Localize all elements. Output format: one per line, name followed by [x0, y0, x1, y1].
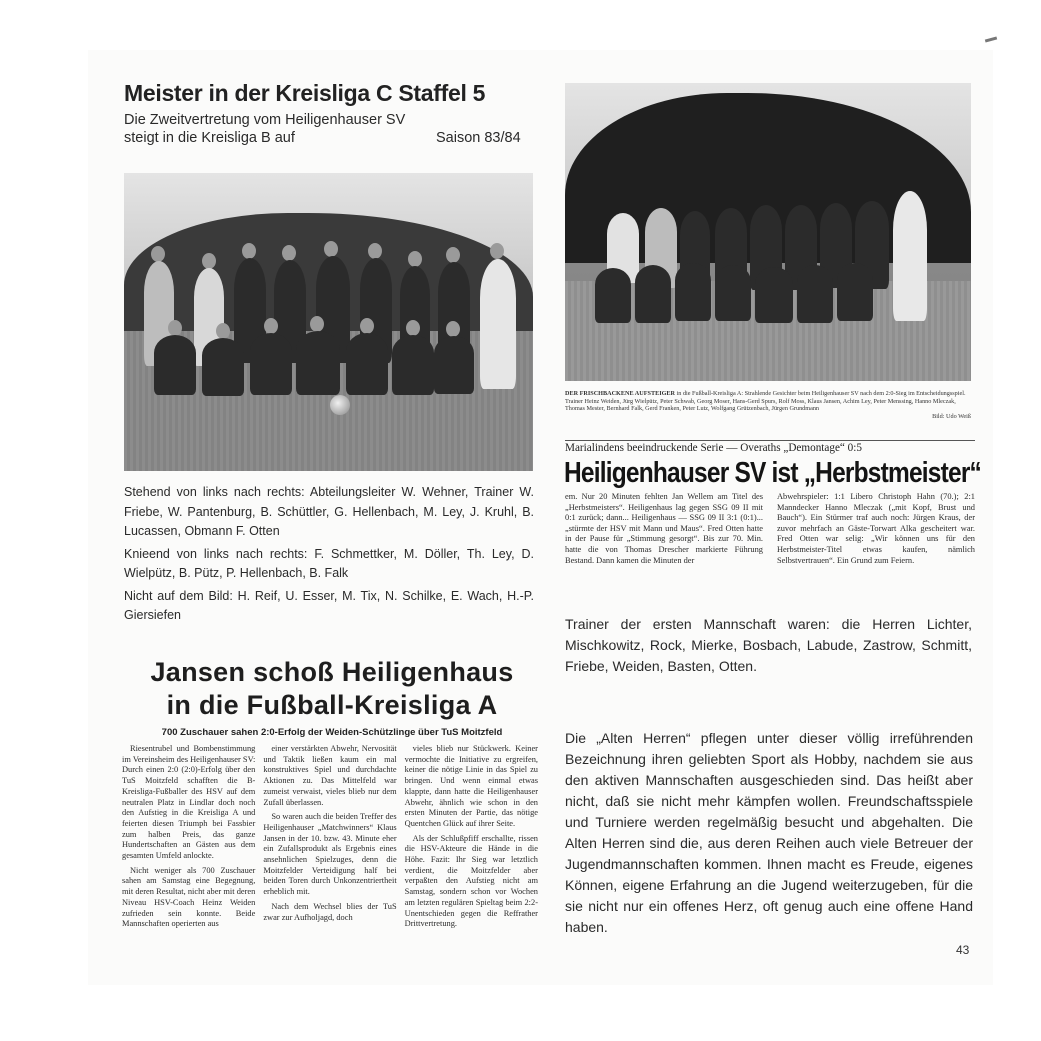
trainer-text: Trainer der ersten Mannschaft waren: die Herren Lichter, Mischkowitz, Rock, Mierke, Bosbach, Labude, Zastrow, Schmitt, Friebe, Weiden, Basten, Otten. — [565, 616, 972, 674]
player-head — [310, 316, 324, 332]
herbst-kicker: Marialindens beeindruckende Serie — Overaths „Demontage“ 0:5 — [565, 440, 975, 454]
player-kneeling — [202, 338, 244, 396]
corner-mark — [985, 36, 997, 42]
right-photo-caption — [565, 390, 971, 420]
player-head — [368, 243, 382, 259]
herbst-column-1 — [565, 492, 763, 566]
player-kneeling — [635, 265, 671, 323]
left-article-title: Meister in der Kreisliga C Staffel 5 — [124, 80, 486, 106]
player-kneeling — [250, 333, 292, 395]
player-head — [242, 243, 256, 259]
player-head — [202, 253, 216, 269]
player-kneeling — [346, 333, 388, 395]
left-article-subtitle-1: Die Zweitvertretung vom Heiligenhauser SV — [124, 112, 406, 128]
player-kneeling — [797, 265, 833, 323]
player-head — [446, 247, 460, 263]
left-photo-captions — [124, 483, 534, 629]
caption-lead: DER FRISCHBACKENE AUFSTEIGER — [565, 390, 676, 397]
caption-standing: Stehend von links nach rechts: Abteilungsleiter W. Wehner, Trainer W. Friebe, W. Pantenburg, B. Schüttler, G. Hellenbach, M. Ley, J. Kruhl, B. Lucassen, Obmann F. Otten — [124, 485, 534, 538]
player-kneeling — [837, 263, 873, 321]
paragraph: Riesentrubel und Bombenstimmung im Vereinsheim des Heiligenhauser SV: Durch einen 2:0 (2:0)-Erfolg über den TuS Moitzfeld schafften die B-Kreisliga-Fußballer des HSV auf dem neutralen Platz in Lindlar doch noch den Aufstieg in die Kreisliga A und feierten diesen Triumph bei Fassbier zum halben Preis, das ganze Hundertschaften an Gästen aus dem gesamten Umfeld anlockte. — [122, 744, 256, 861]
player-head — [216, 323, 230, 339]
player-head — [446, 321, 460, 337]
jansen-headline-line2: in die Fußball-Kreisliga A — [166, 690, 498, 720]
herbst-headline: Heiligenhauser SV ist „Herbstmeister“ — [564, 457, 981, 489]
player-standing — [480, 259, 516, 389]
season-label: Saison 83/84 — [436, 130, 521, 146]
player-kneeling — [392, 335, 434, 395]
player-head — [264, 318, 278, 334]
caption-missing: Nicht auf dem Bild: H. Reif, U. Esser, M. Tix, N. Schilke, E. Wach, H.-P. Giersiefen — [124, 588, 534, 622]
player-kneeling — [434, 336, 474, 394]
player-kneeling — [296, 331, 340, 395]
paragraph: Nicht weniger als 700 Zuschauer sahen am Samstag eine Begegnung, mit deren Resultat, nicht aber mit deren Niveau HSV-Coach Heinz Weiden zufrieden sein konnte. Beide Mannschaften operierten aus — [122, 865, 256, 929]
page-number: 43 — [956, 943, 970, 957]
paragraph: Nach dem Wechsel blies der TuS zwar zur Aufholjagd, doch — [263, 901, 397, 922]
team-photo-right — [565, 83, 971, 381]
herbst-article-body — [565, 492, 975, 566]
player-kneeling — [595, 268, 631, 323]
paragraph: Als der Schlußpfiff erschallte, rissen die HSV-Akteure die Hände in die Höhe. Fazit: Ihr Sieg war letztlich verdient, die Moitzfelder aber verpaßten den Aufstieg nicht am Samstag, sondern schon vor Wochen am letzten regulären Spieltag beim 2:2-Unentschieden gegen die Reffrather Drittvertretung. — [404, 833, 538, 929]
player-kneeling — [755, 267, 793, 323]
football — [330, 395, 350, 415]
alte-herren-text: Die „Alten Herren“ pflegen unter dieser völlig irreführenden Bezeichnung ihren geliebten Sport als Hobby, nachdem sie aus den aktiven Mannschaften ausgeschieden sind. Das heißt aber nicht, daß sie nicht mehr kämpfen wollen. Freundschaftsspiele und Turniere werden regelmäßig besucht und abgehalten. Die Alten Herren sind die, aus deren Reihen auch viele Betreuer der Jugendmannschaften kommen. Ihnen macht es Freude, eigenes Können, eigene Erfahrung an die Jugend weiterzugeben, für die sie nicht nur ein offenes Herz, oft genug auch eine offene Hand haben. — [565, 730, 973, 935]
paragraph: Abwehrspieler: 1:1 Libero Christoph Hahn (70.); 2:1 Manndecker Hanno Mleczak („mit Kopf, Brust und Bauch“). Ein Stürmer traf auch noch: Jürgen Kraus, der zuvor mehrfach an Gäste-Torwart Alka gescheitert war. Fred Otten war selig: „Wir können uns für den Herbstmeister-Titel etwas kaufen, nämlich Selbstvertrauen“. Ein Grund zum Feiern. — [777, 492, 975, 565]
herbst-column-2 — [777, 492, 975, 566]
player-head — [490, 243, 504, 259]
jansen-column-2 — [263, 744, 396, 934]
player-kneeling — [154, 335, 196, 395]
player-head — [324, 241, 338, 257]
player-standing — [893, 191, 927, 321]
team-photo-left — [124, 173, 533, 471]
left-article-subtitle-2: steigt in die Kreisliga B auf — [124, 130, 295, 146]
caption-kneeling: Knieend von links nach rechts: F. Schmettker, M. Döller, Th. Ley, D. Wielpütz, B. Pütz, P. Hellenbach, B. Falk — [124, 546, 534, 580]
player-head — [408, 251, 422, 267]
paragraph: em. Nur 20 Minuten fehlten Jan Wellem am Titel des „Herbstmeisters“. Heiligenhaus lag gegen SSG 09 II mit 0:1 zurück; dann... Heiligenhaus — SSG 09 II 3:1 (0:1)... „stürmte der HSV mit Mann und Maus“. Fred Otten hatte in der Pause für „Stimmung gesorgt“. Bis zur 70. Min. hatte die von Thomas Drescher markierte Führung Bestand. Dann kamen die Minuten der — [565, 492, 763, 565]
player-head — [406, 320, 420, 336]
player-head — [360, 318, 374, 334]
player-kneeling — [715, 265, 751, 321]
paragraph: einer verstärkten Abwehr, Nervosität und Taktik ließen kaum ein mal konstruktives Spiel und durchdachte Aktionen zu. Das Mittelfeld war zumeist verwaist, vieles blieb nur dem Zufall überlassen. — [263, 744, 397, 807]
paragraph: So waren auch die beiden Treffer des Heiligenhauser „Matchwinners“ Klaus Jansen in der 10. bzw. 43. Minute eher ein Zufallsprodukt als Ergebnis eines ansehnlichen Spielzuges, denn die Moitzfelder Verteidigung half bei beiden Toren durch Unkonzentriertheit erheblich mit. — [263, 812, 397, 897]
jansen-article-body — [122, 744, 538, 934]
paragraph: vieles blieb nur Stückwerk. Keiner vermochte die Initiative zu ergreifen, keiner die nötige Linie in das Spiel zu bringen. Und wenn einmal etwas klappte, dann hatte die Heiligenhauser Abwehr, ähnlich wie schon in den ersten Minuten der Partie, das nötige Quentchen Glück auf ihrer Seite. — [404, 744, 538, 828]
jansen-headline-line1: Jansen schoß Heiligenhaus — [150, 657, 514, 687]
jansen-column-3 — [405, 744, 538, 934]
jansen-subheadline: 700 Zuschauer sahen 2:0-Erfolg der Weiden-Schützlinge über TuS Moitzfeld — [161, 727, 503, 738]
photo-credit: Bild: Udo Weiß — [932, 412, 971, 420]
player-head — [168, 320, 182, 336]
player-head — [151, 246, 165, 262]
player-head — [282, 245, 296, 261]
caption-text: in die Fußball-Kreisliga A: Strahlende Gesichter beim Heiligenhauser SV nach dem 2:0-Sieg im Entscheidungsspiel. Trainer Heinz Weiden, Jürg Wielpütz, Peter Schwab, Georg Moser, Hans-Gerd Spurs, Rolf Moss, Klaus Jansen, Achim Ley, Peter Menssing, Hanno Mleczak, Thomas Mester, Bernhard Falk, Gerd Franken, Peter Lutz, Wolfgang Grützenbach, Jürgen Grundmann — [565, 390, 966, 413]
player-kneeling — [675, 263, 711, 321]
jansen-column-1 — [122, 744, 255, 934]
jansen-headline — [124, 656, 540, 722]
